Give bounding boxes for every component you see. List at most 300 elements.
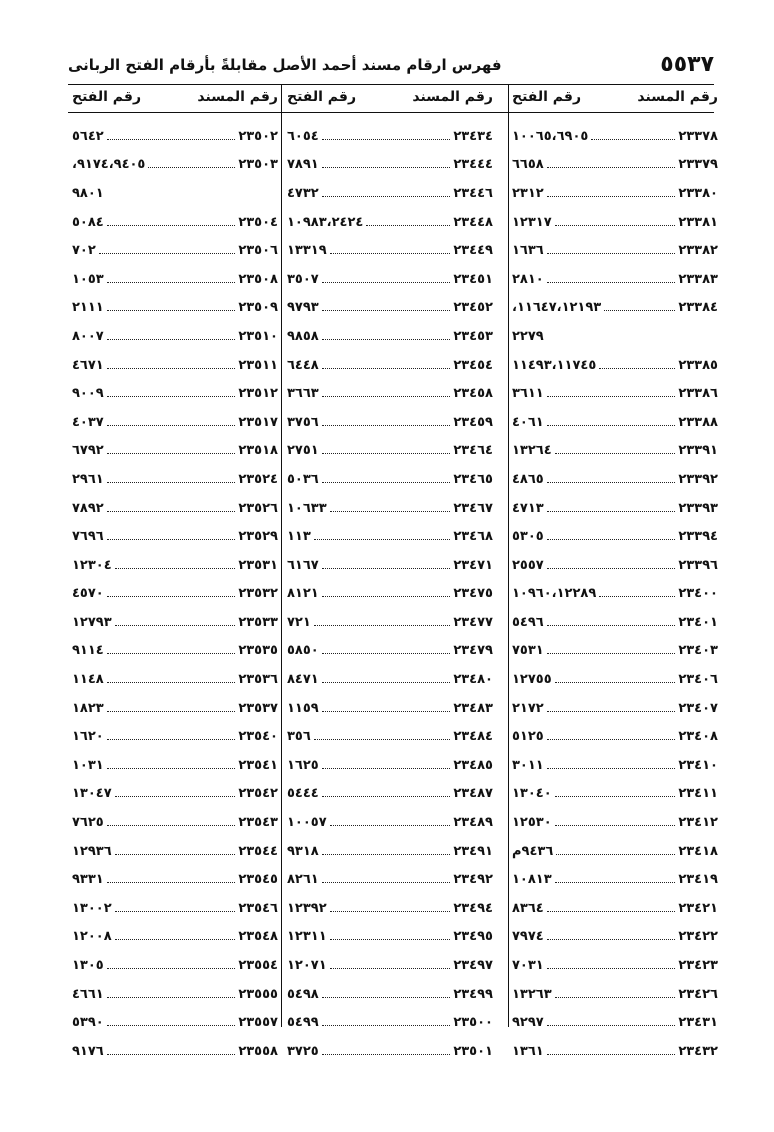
musnad-number: ٢٣٣٨٦ [678, 386, 718, 402]
index-row [72, 980, 278, 1009]
index-row [287, 408, 493, 437]
dot-leader [115, 939, 236, 940]
index-row [72, 665, 278, 694]
fath-number: ٤٠٣٧ [72, 414, 104, 430]
musnad-number: ٢٣٤١٢ [678, 815, 718, 831]
musnad-number: ٢٣٥٢٦ [238, 500, 278, 516]
musnad-number: ٢٣٥٢٤ [238, 471, 278, 487]
index-row [512, 951, 718, 980]
fath-number: ٨١٢١ [287, 586, 319, 602]
musnad-number: ٢٣٣٩٦ [678, 557, 718, 573]
fath-number: ٣٧٢٥ [287, 1043, 319, 1059]
dot-leader [107, 539, 236, 540]
musnad-number: ٢٣٣٩٢ [678, 471, 718, 487]
fath-number: ٩٨٠١ [72, 185, 104, 201]
index-row [287, 694, 493, 723]
fath-number: ٥٣٠٥ [512, 529, 544, 545]
dot-leader [555, 453, 676, 454]
musnad-number: ٢٣٥٠٢ [238, 128, 278, 144]
musnad-number: ٢٣٣٨٠ [678, 185, 718, 201]
fath-number: ٢٣١٢ [512, 185, 544, 201]
dot-leader [322, 196, 451, 197]
fath-number: ٩١١٤ [72, 643, 104, 659]
dot-leader [556, 854, 675, 855]
fath-number: ٩٣٣١ [72, 872, 104, 888]
dot-leader [107, 482, 236, 483]
fath-number: ١٣٠٠٢ [72, 900, 112, 916]
musnad-number: ٢٣٥٣٥ [238, 643, 278, 659]
index-row [512, 751, 718, 780]
musnad-number: ٢٣٣٨٢ [678, 243, 718, 259]
musnad-number: ٢٣٥١٢ [238, 386, 278, 402]
musnad-number: ٢٣٤٣١ [678, 1015, 718, 1031]
musnad-number: ٢٣٥٣٧ [238, 700, 278, 716]
musnad-number: ٢٣٤٥٩ [453, 414, 493, 430]
dot-leader [322, 882, 451, 883]
dot-leader [599, 368, 675, 369]
index-row [72, 894, 278, 923]
fath-number: ١٢٧٩٣ [72, 614, 112, 630]
fath-number: ١٣٠٤٠ [512, 786, 552, 802]
musnad-number: ٢٣٥١١ [238, 357, 278, 373]
index-row [512, 923, 718, 952]
index-row [287, 294, 493, 323]
musnad-number: ٢٣٥٠٣ [238, 157, 278, 173]
dot-leader [107, 768, 236, 769]
dot-leader [322, 997, 451, 998]
index-row [72, 494, 278, 523]
musnad-number: ٢٣٤٩٤ [453, 900, 493, 916]
dot-leader [547, 539, 676, 540]
dot-leader [107, 825, 236, 826]
fath-number: ٥٤٩٨ [287, 986, 319, 1002]
fath-number: ٢٢٧٩ [512, 328, 544, 344]
index-row [287, 351, 493, 380]
fath-number: ٩٨٥٨ [287, 328, 319, 344]
dot-leader [547, 968, 676, 969]
musnad-number: ٢٣٤٧١ [453, 557, 493, 573]
fath-number: ٥١٢٥ [512, 729, 544, 745]
dot-leader [107, 711, 236, 712]
musnad-number: ٢٣٣٩٤ [678, 529, 718, 545]
musnad-number: ٢٣٤٠٧ [678, 700, 718, 716]
index-column-3 [72, 85, 278, 1059]
dot-leader [330, 253, 451, 254]
dot-leader [115, 625, 236, 626]
fath-number: ١٣٣١٩ [287, 243, 327, 259]
index-row [72, 923, 278, 952]
fath-number: ٦١٦٧ [287, 557, 319, 573]
musnad-number: ٢٣٤٣٤ [453, 128, 493, 144]
fath-number: ٢٨١٠ [512, 271, 544, 287]
fath-number: ١٨٢٣ [72, 700, 104, 716]
musnad-number: ٢٣٤٣٢ [678, 1043, 718, 1059]
dot-leader [555, 225, 676, 226]
dot-leader [107, 139, 236, 140]
page-header [68, 52, 714, 86]
fath-number: ٢١٧٢ [512, 700, 544, 716]
index-row [287, 265, 493, 294]
musnad-number: ٢٣٤٢٣ [678, 958, 718, 974]
index-row [72, 951, 278, 980]
musnad-number: ٢٣٥١٧ [238, 414, 278, 430]
musnad-number: ٢٣٤١١ [678, 786, 718, 802]
fath-number: ١٣٢٦٣ [512, 986, 552, 1002]
dot-leader [107, 882, 236, 883]
fath-number: ١٠٨١٣ [512, 872, 552, 888]
dot-leader [115, 568, 236, 569]
index-row [512, 151, 718, 180]
dot-leader [115, 854, 236, 855]
fath-number: ١٢٠٠٨ [72, 929, 112, 945]
index-row [512, 122, 718, 151]
index-row [512, 379, 718, 408]
musnad-number: ٢٣٥٤٢ [238, 786, 278, 802]
index-row [72, 294, 278, 323]
dot-leader [314, 625, 451, 626]
index-row [287, 437, 493, 466]
column-divider [508, 85, 509, 1027]
musnad-header: رقم المسند [197, 89, 278, 105]
musnad-number: ٢٣٤٧٥ [453, 586, 493, 602]
index-row [72, 1037, 278, 1066]
index-row [287, 923, 493, 952]
column-header [287, 85, 493, 112]
fath-number: ٧٨٩٢ [72, 500, 104, 516]
musnad-number: ٢٣٤١٨ [678, 843, 718, 859]
musnad-number: ٢٣٤٠٦ [678, 672, 718, 688]
index-row [512, 1008, 718, 1037]
musnad-number: ٢٣٥٤٥ [238, 872, 278, 888]
index-row [72, 608, 278, 637]
dot-leader [547, 482, 676, 483]
index-row [72, 236, 278, 265]
index-row [287, 494, 493, 523]
dot-leader [547, 653, 676, 654]
dot-leader [322, 568, 451, 569]
musnad-number: ٢٣٤٩٧ [453, 958, 493, 974]
musnad-number: ٢٣٥٤٨ [238, 929, 278, 945]
dot-leader [547, 625, 676, 626]
index-row [287, 379, 493, 408]
index-row [512, 437, 718, 466]
dot-leader [547, 768, 676, 769]
index-row [512, 408, 718, 437]
fath-number: ٧٨٩١ [287, 157, 319, 173]
index-row [512, 265, 718, 294]
musnad-number: ٢٣٥٥٧ [238, 1015, 278, 1031]
dot-leader [591, 139, 675, 140]
fath-number: ٤٠٦١ [512, 414, 544, 430]
fath-number: ١٢٣٩٢ [287, 900, 327, 916]
dot-leader [322, 768, 451, 769]
dot-leader [330, 939, 451, 940]
dot-leader [107, 596, 236, 597]
musnad-number: ٢٣٣٧٩ [678, 157, 718, 173]
index-row [72, 122, 278, 151]
dot-leader [547, 196, 676, 197]
index-row [72, 808, 278, 837]
musnad-number: ٢٣٤١٩ [678, 872, 718, 888]
index-row [287, 665, 493, 694]
musnad-number: ٢٣٤٥٤ [453, 357, 493, 373]
fath-number: ٥٠٣٦ [287, 471, 319, 487]
dot-leader [115, 911, 236, 912]
dot-leader [322, 854, 451, 855]
dot-leader [322, 368, 451, 369]
index-row [512, 665, 718, 694]
index-row [512, 294, 718, 323]
index-row [512, 236, 718, 265]
fath-number: ١٦٢٥ [287, 757, 319, 773]
fath-number: ٧٥٣١ [512, 643, 544, 659]
dot-leader [547, 939, 676, 940]
dot-leader [547, 568, 676, 569]
index-row [287, 122, 493, 151]
column-header [512, 85, 718, 112]
index-row [72, 722, 278, 751]
dot-leader [547, 167, 676, 168]
index-row [512, 865, 718, 894]
fath-header: رقم الفتح [512, 89, 582, 105]
dot-leader [314, 739, 451, 740]
dot-leader [107, 682, 236, 683]
fath-number: ٨٢٦١ [287, 872, 319, 888]
fath-number: ٦٦٥٨ [512, 157, 544, 173]
index-row [287, 465, 493, 494]
dot-leader [322, 425, 451, 426]
fath-number: ٧٦٢٥ [72, 815, 104, 831]
musnad-number: ٢٣٤٠٠ [678, 586, 718, 602]
index-row [512, 722, 718, 751]
musnad-number: ٢٣٤٤٩ [453, 243, 493, 259]
fath-number: ٨٠٠٧ [72, 328, 104, 344]
musnad-number: ٢٣٥٠٦ [238, 243, 278, 259]
index-row [512, 465, 718, 494]
musnad-number: ٢٣٤٠٣ [678, 643, 718, 659]
index-row [287, 1037, 493, 1066]
musnad-number: ٢٣٥٥٤ [238, 958, 278, 974]
dot-leader [107, 396, 236, 397]
index-row [287, 208, 493, 237]
musnad-number: ٢٣٤٢١ [678, 900, 718, 916]
musnad-number: ٢٣٥٠٤ [238, 214, 278, 230]
fath-number: ١٠٩٨٣،٢٤٢٤ [287, 214, 364, 230]
fath-number: ٩١٧٤،٩٤٠٥، [72, 157, 146, 173]
index-row [512, 637, 718, 666]
fath-number: ١٦٢٠ [72, 729, 104, 745]
musnad-number: ٢٣٤٢٢ [678, 929, 718, 945]
index-row [287, 808, 493, 837]
musnad-number: ٢٣٤٩١ [453, 843, 493, 859]
fath-number: ٣٠١١ [512, 757, 544, 773]
index-row [72, 780, 278, 809]
dot-leader [547, 911, 676, 912]
dot-leader [555, 882, 676, 883]
musnad-number: ٢٣٥٠١ [453, 1043, 493, 1059]
musnad-number: ٢٣٥٤٦ [238, 900, 278, 916]
column-header [72, 85, 278, 112]
fath-number: ٩٣١٨ [287, 843, 319, 859]
fath-number: ٧٩٧٤ [512, 929, 544, 945]
dot-leader [599, 596, 675, 597]
index-row [72, 580, 278, 609]
fath-number: ٩٠٠٩ [72, 386, 104, 402]
dot-leader [366, 225, 450, 226]
dot-leader [604, 310, 675, 311]
musnad-number: ٢٣٣٨٥ [678, 357, 718, 373]
dot-leader [99, 253, 236, 254]
fath-number: ١٠٦٣٣ [287, 500, 327, 516]
musnad-number: ٢٣٤٨٠ [453, 672, 493, 688]
index-row [287, 780, 493, 809]
index-row [72, 265, 278, 294]
fath-number: ٦٠٥٤ [287, 128, 319, 144]
index-row [512, 494, 718, 523]
fath-number: ٦٤٤٨ [287, 357, 319, 373]
musnad-number: ٢٣٥١٠ [238, 328, 278, 344]
fath-number: ٥٦٤٢ [72, 128, 104, 144]
fath-number: ١٣٦١ [512, 1043, 544, 1059]
dot-leader [547, 253, 676, 254]
fath-number: ١١٦٤٧،١٢١٩٣، [512, 300, 602, 316]
fath-number: ٥٨٥٠ [287, 643, 319, 659]
musnad-number: ٢٣٣٨٨ [678, 414, 718, 430]
fath-number: ٦٧٩٢ [72, 443, 104, 459]
musnad-number: ٢٣٣٨٣ [678, 271, 718, 287]
index-row [72, 151, 278, 180]
index-row [72, 751, 278, 780]
musnad-number: ٢٣٥٠٩ [238, 300, 278, 316]
musnad-number: ٢٣٣٩١ [678, 443, 718, 459]
fath-number: ٣٦٦٣ [287, 386, 319, 402]
dot-leader [547, 511, 676, 512]
fath-number: ٢٥٥٧ [512, 557, 544, 573]
fath-number: ١٠٩٦٠،١٢٢٨٩ [512, 586, 597, 602]
index-rows [287, 122, 493, 1066]
musnad-number: ٢٣٤٥٢ [453, 300, 493, 316]
fath-number: ٢٧٥١ [287, 443, 319, 459]
musnad-number: ٢٣٥٢٩ [238, 529, 278, 545]
dot-leader [107, 1054, 236, 1055]
dot-leader [107, 1025, 236, 1026]
index-row [287, 951, 493, 980]
dot-leader [322, 482, 451, 483]
dot-leader [322, 453, 451, 454]
dot-leader [547, 425, 676, 426]
dot-leader [322, 282, 451, 283]
musnad-number: ٢٣٤٢٦ [678, 986, 718, 1002]
index-row [72, 208, 278, 237]
dot-leader [330, 825, 451, 826]
musnad-number: ٢٣٤٤٦ [453, 185, 493, 201]
fath-number: ١٠٣١ [72, 757, 104, 773]
index-row [512, 1037, 718, 1066]
fath-number: ٤٨٦٥ [512, 471, 544, 487]
musnad-header: رقم المسند [637, 89, 718, 105]
fath-number: ١١٤٨ [72, 672, 104, 688]
musnad-number: ٢٣٤٨٥ [453, 757, 493, 773]
index-row [72, 865, 278, 894]
index-row [287, 151, 493, 180]
fath-number: ٨٣٦٤ [512, 900, 544, 916]
dot-leader [547, 711, 676, 712]
index-rows [512, 122, 718, 1066]
index-row [512, 694, 718, 723]
fath-number: ١٣٠٤٧ [72, 786, 112, 802]
musnad-number: ٢٣٥٤٣ [238, 815, 278, 831]
dot-leader [330, 911, 451, 912]
fath-number: ١١٣ [287, 529, 311, 545]
fath-number: ٤٧٣٢ [287, 185, 319, 201]
index-row [512, 580, 718, 609]
musnad-number: ٢٣٤٠٨ [678, 729, 718, 745]
fath-number: ١٠٠٦٥،٦٩٠٥ [512, 128, 589, 144]
index-row [512, 179, 718, 208]
index-row [512, 837, 718, 866]
dot-leader [322, 310, 451, 311]
fath-number: ٣٦١١ [512, 386, 544, 402]
musnad-number: ٢٣٤٤٨ [453, 214, 493, 230]
index-row [287, 865, 493, 894]
fath-number: ١٢٥٣٠ [512, 815, 552, 831]
musnad-number: ٢٣٣٨١ [678, 214, 718, 230]
dot-leader [547, 282, 676, 283]
fath-number: ٩٢٩٧ [512, 1015, 544, 1031]
fath-header: رقم الفتح [287, 89, 357, 105]
index-row [512, 780, 718, 809]
index-row [72, 551, 278, 580]
fath-number: ١٠٥٣ [72, 271, 104, 287]
musnad-header: رقم المسند [412, 89, 493, 105]
fath-number: ١٢٣٠٤ [72, 557, 112, 573]
musnad-number: ٢٣٤٨٧ [453, 786, 493, 802]
fath-number: ٥٤٩٦ [512, 614, 544, 630]
fath-number: ٣٥٠٧ [287, 271, 319, 287]
dot-leader [547, 396, 676, 397]
index-row [512, 980, 718, 1009]
index-column-1 [512, 85, 718, 1059]
musnad-number: ٢٣٤٧٩ [453, 643, 493, 659]
musnad-number: ٢٣٤٤٤ [453, 157, 493, 173]
dot-leader [322, 796, 451, 797]
index-row [72, 637, 278, 666]
musnad-number: ٢٣٤٨٩ [453, 815, 493, 831]
musnad-number: ٢٣٤٩٩ [453, 986, 493, 1002]
index-row [512, 608, 718, 637]
fath-number: ١١٤٩٣،١١٧٤٥ [512, 357, 597, 373]
dot-leader [555, 682, 676, 683]
dot-leader [107, 968, 236, 969]
index-row [287, 236, 493, 265]
musnad-number: ٢٣٤٦٧ [453, 500, 493, 516]
fath-number: ١٦٣٦ [512, 243, 544, 259]
dot-leader [555, 825, 676, 826]
dot-leader [322, 682, 451, 683]
musnad-number: ٢٣٥٣٦ [238, 672, 278, 688]
index-row [512, 322, 718, 351]
index-row [287, 608, 493, 637]
dot-leader [555, 796, 676, 797]
index-row [287, 722, 493, 751]
index-row [512, 522, 718, 551]
fath-number: ٩١٧٦ [72, 1043, 104, 1059]
dot-leader [314, 539, 451, 540]
index-row [287, 837, 493, 866]
fath-number: ٢٩٦١ [72, 471, 104, 487]
musnad-number: ٢٣٤٨٤ [453, 729, 493, 745]
dot-leader [107, 282, 236, 283]
